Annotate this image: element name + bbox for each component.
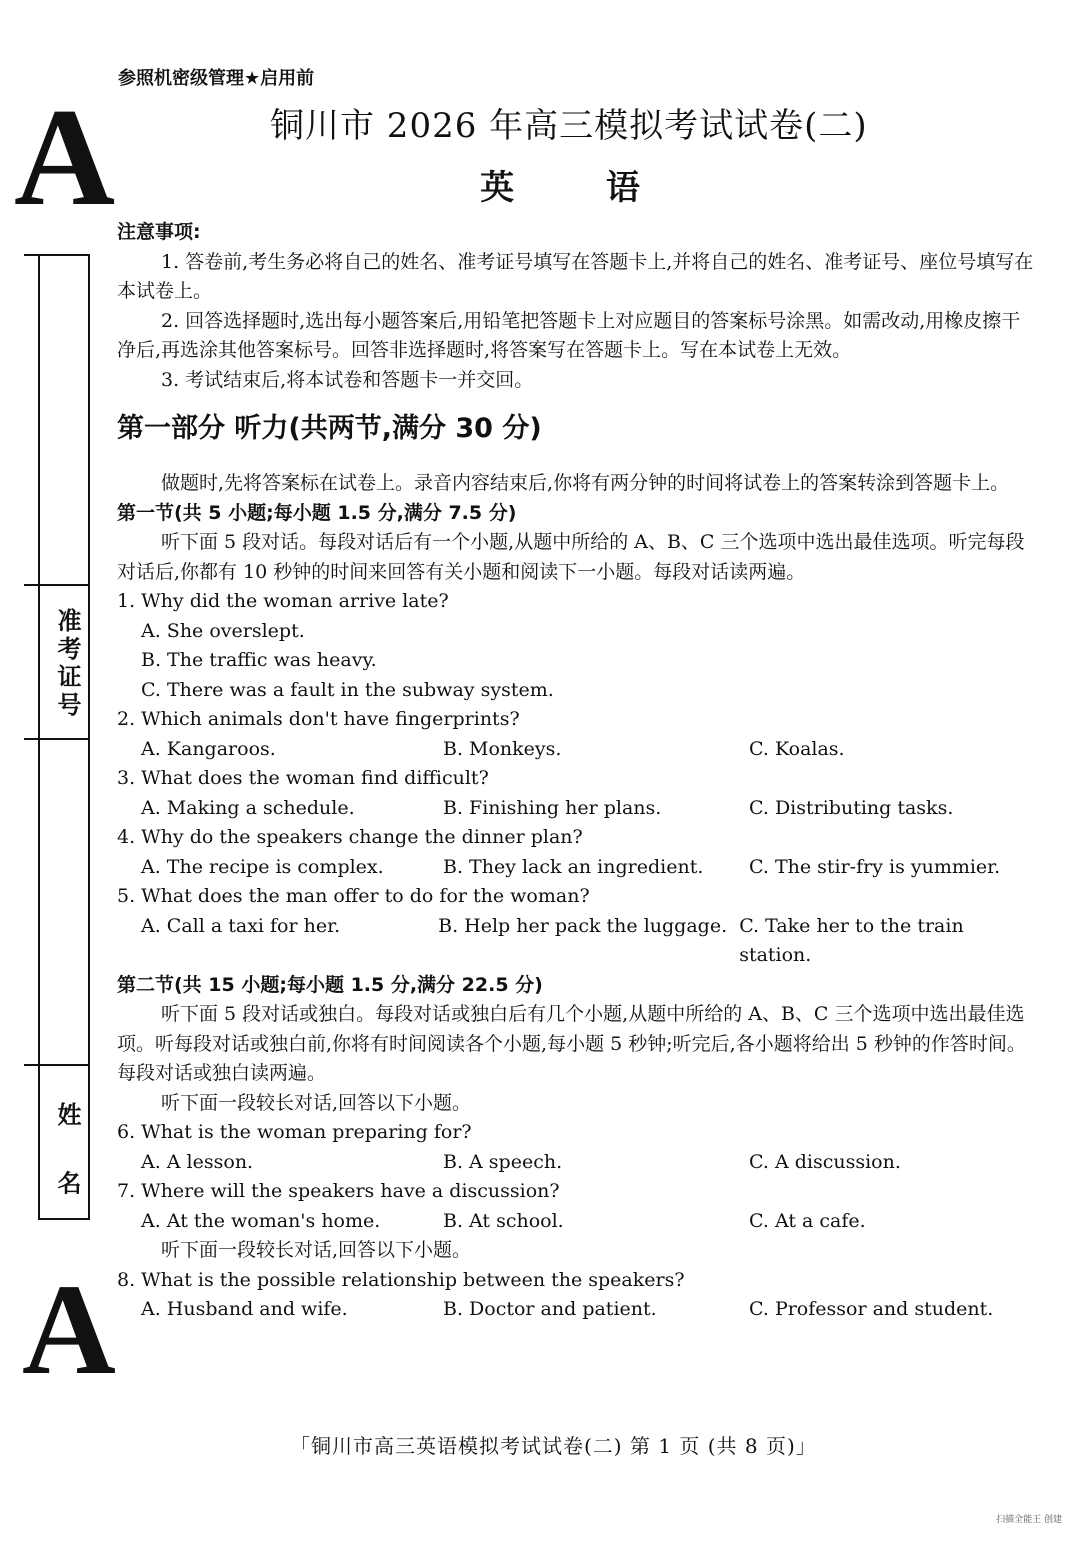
- side-letter-a-bottom: A: [22, 1258, 116, 1402]
- question-8-option-a: A. Husband and wife.: [141, 1298, 348, 1320]
- part1-title: 第一部分 听力(共两节,满分 30 分): [117, 413, 542, 444]
- section2-title: 第二节(共 15 小题;每小题 1.5 分,满分 22.5 分): [117, 973, 543, 996]
- question-6-stem: 6. What is the woman preparing for?: [117, 1121, 472, 1143]
- question-8-options: [117, 1295, 1037, 1325]
- page-footer: 「铜川市高三英语模拟考试试卷(二) 第 1 页 (共 8 页)」: [290, 1434, 817, 1458]
- question-7-option-c: C. At a cafe.: [749, 1209, 866, 1232]
- question-8-stem: 8. What is the possible relationship between the speakers?: [117, 1268, 685, 1291]
- question-6-options: [117, 1148, 1037, 1178]
- question-8-option-c: C. Professor and student.: [749, 1298, 994, 1320]
- question-4-stem: 4. Why do the speakers change the dinner plan?: [117, 826, 583, 848]
- subject-title: 英 语: [480, 168, 680, 208]
- question-8-option-b: B. Doctor and patient.: [443, 1298, 657, 1320]
- section1-instructions: 听下面 5 段对话。每段对话后有一个小题,从题中所给的 A、B、C 三个选项中选出最佳选项。听完每段对话后,你都有 10 秒钟的时间来回答有关小题和阅读下一小题。每段对话读两遍。: [117, 531, 1025, 583]
- question-1-option-b: B. The traffic was heavy.: [141, 649, 377, 671]
- strip-right-border: [88, 254, 90, 1220]
- strip-rule-1: [24, 584, 90, 586]
- side-letter-a-top: A: [14, 80, 116, 235]
- strip-rule-2: [24, 738, 90, 740]
- question-2-option-b: B. Monkeys.: [443, 737, 562, 760]
- name-label: 姓 名: [53, 1102, 81, 1213]
- notice-item-3: 3. 考试结束后,将本试卷和答题卡一并交回。: [161, 368, 534, 391]
- question-5-option-c: C. Take her to the train station.: [739, 914, 964, 966]
- question-7-options: [117, 1207, 1037, 1237]
- candidate-number-label: 准考证号: [53, 608, 81, 720]
- question-7-option-a: A. At the woman's home.: [141, 1209, 381, 1232]
- question-4-options: [117, 853, 1037, 883]
- question-5-options: [117, 912, 1037, 971]
- question-4-option-a: A. The recipe is complex.: [141, 855, 384, 878]
- question-5-option-b: B. Help her pack the luggage.: [438, 914, 728, 937]
- question-2-option-a: A. Kangaroos.: [141, 737, 276, 760]
- question-6-option-b: B. A speech.: [443, 1150, 563, 1173]
- question-3-option-c: C. Distributing tasks.: [749, 796, 954, 819]
- question-1-option-c: C. There was a fault in the subway system.: [141, 678, 554, 701]
- question-3-option-b: B. Finishing her plans.: [443, 796, 662, 819]
- scanner-watermark: 扫描全能王 创建: [996, 1515, 1062, 1525]
- question-4-option-c: C. The stir-fry is yummier.: [749, 855, 1001, 878]
- question-1-option-a: A. She overslept.: [141, 619, 305, 642]
- part1-intro: 做题时,先将答案标在试卷上。录音内容结束后,你将有两分钟的时间将试卷上的答案转涂到答题卡上。: [161, 472, 1010, 494]
- section2-instructions: 听下面 5 段对话或独白。每段对话或独白后有几个小题,从题中所给的 A、B、C 三个选项中选出最佳选项。听每段对话或独白前,你将有时间阅读各个小题,每小题 5 秒钟;听完后,各小题将给出 5 秒钟的作答时间。每段对话或独白读两遍。: [117, 1003, 1026, 1084]
- strip-left-border: [38, 254, 40, 1220]
- question-7-option-b: B. At school.: [443, 1209, 564, 1232]
- question-7-stem: 7. Where will the speakers have a discussion?: [117, 1180, 560, 1202]
- section1-title: 第一节(共 5 小题;每小题 1.5 分,满分 7.5 分): [117, 501, 517, 524]
- question-3-options: [117, 794, 1037, 824]
- question-5-stem: 5. What does the man offer to do for the woman?: [117, 885, 590, 907]
- strip-bottom-rule: [38, 1218, 90, 1220]
- question-2-option-c: C. Koalas.: [749, 737, 845, 760]
- question-4-option-b: B. They lack an ingredient.: [443, 855, 704, 878]
- notice-item-2: 2. 回答选择题时,选出每小题答案后,用铅笔把答题卡上对应题目的答案标号涂黑。如需改动,用橡皮擦干净后,再选涂其他答案标号。回答非选择题时,将答案写在答题卡上。写在本试卷上无效。: [117, 309, 1021, 361]
- exam-title: 铜川市 2026 年高三模拟考试试卷(二): [270, 106, 868, 146]
- question-3-option-a: A. Making a schedule.: [141, 796, 355, 819]
- section2-prompt-1: 听下面一段较长对话,回答以下小题。: [161, 1091, 472, 1114]
- section2-prompt-2: 听下面一段较长对话,回答以下小题。: [161, 1239, 472, 1261]
- strip-rule-3: [24, 1064, 90, 1066]
- notice-heading: 注意事项:: [117, 221, 201, 243]
- question-6-option-c: C. A discussion.: [749, 1150, 901, 1173]
- notice-item-1: 1. 答卷前,考生务必将自己的姓名、准考证号填写在答题卡上,并将自己的姓名、准考证号、座位号填写在本试卷上。: [117, 250, 1034, 302]
- question-6-option-a: A. A lesson.: [141, 1150, 254, 1173]
- strip-top-rule: [24, 254, 90, 256]
- confidentiality-notice: 参照机密级管理★启用前: [118, 68, 315, 89]
- question-5-option-a: A. Call a taxi for her.: [141, 914, 341, 937]
- question-2-options: [117, 735, 1037, 765]
- question-2-stem: 2. Which animals don't have fingerprints?: [117, 708, 520, 730]
- exam-body: [117, 218, 1037, 1325]
- question-3-stem: 3. What does the woman find difficult?: [117, 767, 489, 789]
- question-1-stem: 1. Why did the woman arrive late?: [117, 590, 449, 612]
